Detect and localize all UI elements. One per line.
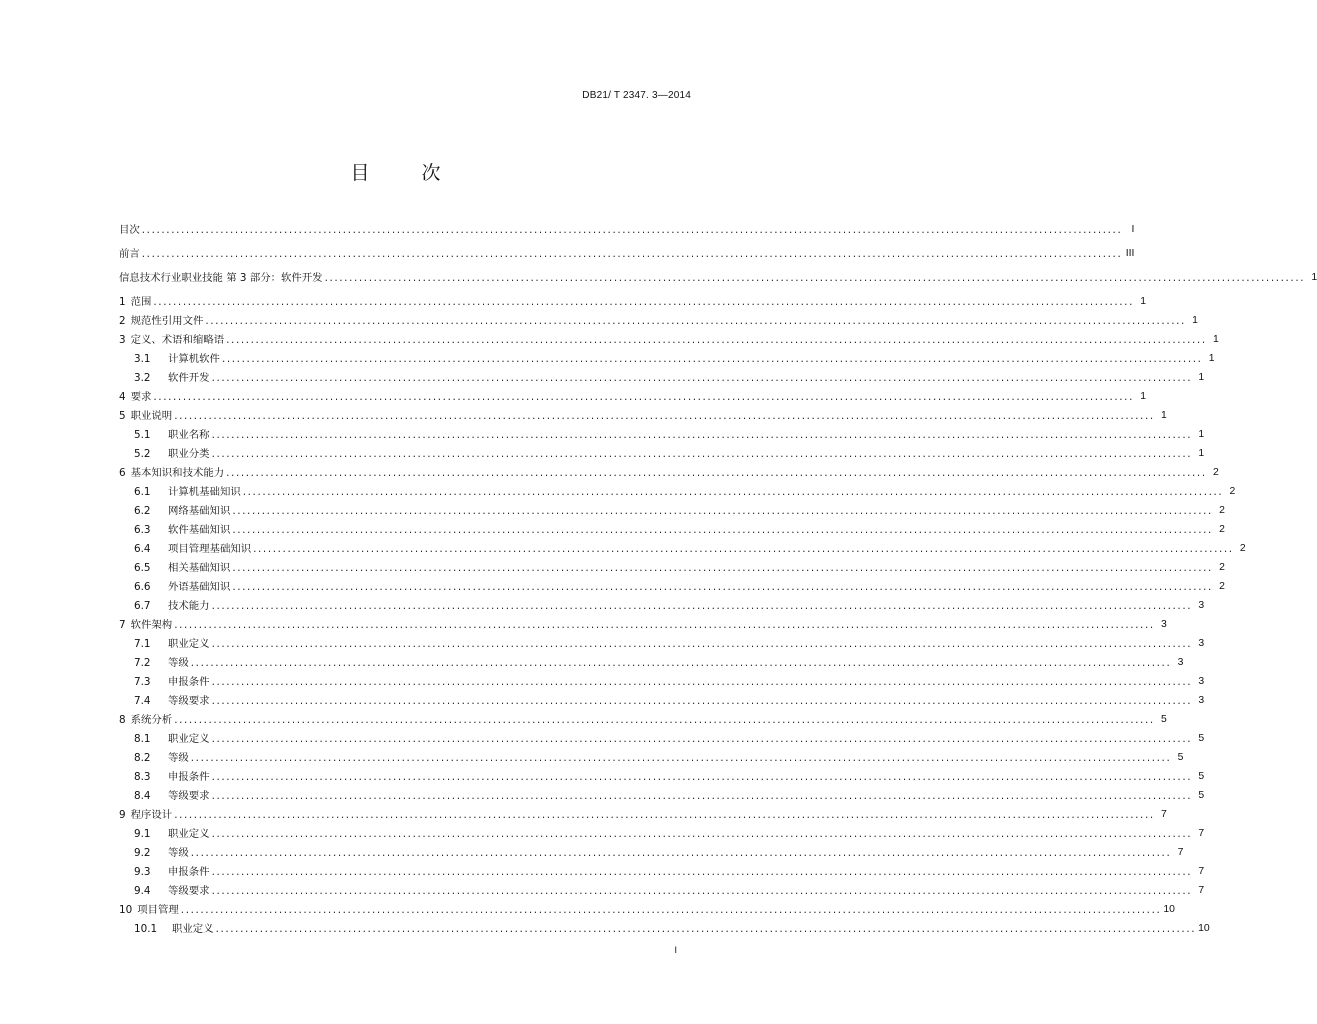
toc-leader-dots: ........................................................................................................................................................................................................ — [211, 790, 1193, 802]
toc-entry-label: 等级要求 — [168, 885, 210, 897]
toc-entry-number: 4 — [119, 391, 126, 403]
toc-entry-label: 申报条件 — [168, 866, 210, 878]
toc-entry-label: 等级要求 — [168, 695, 210, 707]
toc-entry[interactable] — [119, 269, 1317, 285]
toc-entry-page: 2 — [1229, 486, 1236, 497]
toc-entry-number: 8.1 — [134, 733, 151, 745]
toc-entry[interactable] — [134, 825, 1205, 841]
toc-leader-dots: ........................................................................................................................................................................................................ — [226, 467, 1207, 479]
toc-entry-number: 3 — [119, 334, 126, 346]
toc-leader-dots: ........................................................................................................................................................................................................ — [211, 695, 1193, 707]
toc-leader-dots: ........................................................................................................................................................................................................ — [232, 524, 1213, 536]
toc-entry[interactable] — [134, 559, 1225, 575]
toc-entry-label: 职业名称 — [168, 429, 210, 441]
toc-entry[interactable] — [119, 616, 1167, 632]
toc-entry-page: 1 — [1192, 315, 1198, 326]
toc-entry-label: 职业定义 — [172, 923, 214, 935]
toc-entry-label: 项目管理 — [137, 904, 179, 916]
toc-entry-label: 信息技术行业职业技能 第 3 部分：软件开发 — [119, 272, 323, 284]
toc-leader-dots: ........................................................................................................................................................................................................ — [242, 486, 1224, 498]
toc-leader-dots: ........................................................................................................................................................................................................ — [211, 733, 1193, 745]
toc-entry-number: 5.1 — [134, 429, 151, 441]
toc-entry[interactable] — [134, 730, 1205, 746]
toc-leader-dots: ........................................................................................................................................................................................................ — [205, 315, 1186, 327]
toc-entry-number: 3.1 — [134, 353, 151, 365]
toc-leader-dots: ........................................................................................................................................................................................................ — [190, 752, 1172, 764]
toc-entry-label: 职业定义 — [168, 828, 210, 840]
toc-entry[interactable] — [134, 540, 1246, 556]
toc-entry-label: 申报条件 — [168, 771, 210, 783]
toc-entry-page: 1 — [1198, 372, 1205, 383]
toc-entry[interactable] — [119, 293, 1146, 309]
toc-entry[interactable] — [134, 673, 1205, 689]
toc-entry-number: 8.4 — [134, 790, 151, 802]
toc-entry-number: 5.2 — [134, 448, 151, 460]
toc-entry-page: 7 — [1198, 866, 1205, 877]
toc-entry-page: 2 — [1239, 543, 1246, 554]
toc-leader-dots: ........................................................................................................................................................................................................ — [211, 429, 1193, 441]
toc-leader-dots: ........................................................................................................................................................................................................ — [211, 866, 1193, 878]
toc-entry-label: 目次 — [119, 224, 140, 236]
toc-leader-dots: ........................................................................................................................................................................................................ — [190, 847, 1172, 859]
toc-entry-page: 7 — [1160, 809, 1167, 820]
toc-entry-number: 10.1 — [134, 923, 158, 935]
toc-entry-label: 技术能力 — [168, 600, 210, 612]
toc-entry-page: 1 — [1212, 334, 1219, 345]
toc-entry-number: 9.4 — [134, 885, 151, 897]
toc-entry[interactable] — [134, 768, 1205, 784]
toc-entry-number: 6 — [119, 467, 126, 479]
toc-leader-dots: ........................................................................................................................................................................................................ — [232, 562, 1213, 574]
title-char-1: 目 — [350, 162, 370, 184]
toc-entry-label: 职业说明 — [130, 410, 173, 422]
toc-entry-page: I — [1131, 224, 1135, 235]
toc-leader-dots: ........................................................................................................................................................................................................ — [141, 224, 1123, 236]
toc-entry-label: 计算机基础知识 — [168, 486, 241, 498]
toc-entry[interactable] — [119, 221, 1135, 237]
toc-entry-page: 10 — [1163, 904, 1175, 915]
toc-leader-dots: ........................................................................................................................................................................................................ — [174, 809, 1155, 821]
toc-entry-label: 基本知识和技术能力 — [130, 467, 225, 479]
toc-entry-page: 2 — [1212, 467, 1219, 478]
toc-entry-number: 9 — [119, 809, 126, 821]
toc-entry-label: 定义、术语和缩略语 — [130, 334, 225, 346]
toc-entry-page: 5 — [1160, 714, 1167, 725]
toc-entry[interactable] — [119, 312, 1198, 328]
toc-entry-label: 范围 — [130, 296, 152, 308]
standard-code: DB21/ T 2347. 3—2014 — [582, 90, 691, 101]
toc-entry[interactable] — [134, 787, 1205, 803]
toc-entry-number: 7.4 — [134, 695, 151, 707]
toc-entry-label: 软件基础知识 — [168, 524, 231, 536]
toc-entry[interactable] — [134, 445, 1205, 461]
toc-entry-number: 8.3 — [134, 771, 151, 783]
toc-entry-page: 5 — [1198, 733, 1205, 744]
toc-entry-number: 9.3 — [134, 866, 151, 878]
toc-entry-number: 8 — [119, 714, 126, 726]
toc-entry-number: 1 — [119, 296, 126, 308]
page-title — [0, 158, 791, 185]
toc-entry-number: 5 — [119, 410, 126, 422]
toc-entry[interactable] — [134, 654, 1184, 670]
toc-entry-page: 2 — [1219, 581, 1225, 592]
toc-entry-page: 1 — [1208, 353, 1215, 364]
toc-entry-page: III — [1125, 248, 1135, 259]
toc-entry-page: 1 — [1160, 410, 1167, 421]
toc-leader-dots: ........................................................................................................................................................................................................ — [180, 904, 1162, 916]
toc-entry[interactable] — [119, 245, 1135, 261]
toc-entry-number: 6.6 — [134, 581, 151, 593]
toc-entry-label: 等级 — [168, 752, 189, 764]
toc-entry-label: 职业分类 — [168, 448, 210, 460]
toc-entry-page: 2 — [1219, 562, 1225, 573]
toc-entry-number: 8.2 — [134, 752, 151, 764]
toc-leader-dots: ........................................................................................................................................................................................................ — [232, 505, 1213, 517]
toc-leader-dots: ........................................................................................................................................................................................................ — [215, 923, 1197, 935]
toc-entry-number: 3.2 — [134, 372, 151, 384]
toc-leader-dots: ........................................................................................................................................................................................................ — [221, 353, 1203, 365]
toc-leader-dots: ........................................................................................................................................................................................................ — [174, 714, 1155, 726]
toc-entry[interactable] — [119, 806, 1167, 822]
toc-entry-page: 2 — [1219, 505, 1225, 516]
toc-leader-dots: ........................................................................................................................................................................................................ — [211, 638, 1193, 650]
toc-entry-number: 7 — [119, 619, 126, 631]
toc-entry-number: 6.2 — [134, 505, 151, 517]
toc-entry-page: 5 — [1198, 771, 1205, 782]
toc-entry-number: 7.2 — [134, 657, 151, 669]
toc-entry-label: 项目管理基础知识 — [168, 543, 252, 555]
title-char-2: 次 — [421, 162, 441, 184]
toc-entry[interactable] — [134, 692, 1205, 708]
toc-entry-page: 3 — [1198, 695, 1205, 706]
toc-entry-page: 5 — [1177, 752, 1184, 763]
toc-entry-label: 计算机软件 — [168, 353, 220, 365]
toc-leader-dots: ........................................................................................................................................................................................................ — [211, 448, 1193, 460]
toc-leader-dots: ........................................................................................................................................................................................................ — [211, 828, 1193, 840]
toc-entry[interactable] — [134, 578, 1225, 594]
toc-leader-dots: ........................................................................................................................................................................................................ — [211, 676, 1193, 688]
toc-entry[interactable] — [119, 407, 1167, 423]
toc-leader-dots: ........................................................................................................................................................................................................ — [211, 885, 1193, 897]
toc-entry-number: 6.5 — [134, 562, 151, 574]
toc-entry-label: 申报条件 — [168, 676, 210, 688]
toc-entry-page: 7 — [1198, 828, 1205, 839]
toc-leader-dots: ........................................................................................................................................................................................................ — [174, 619, 1155, 631]
toc-entry-label: 等级 — [168, 657, 189, 669]
toc-entry[interactable] — [134, 426, 1205, 442]
toc-entry[interactable] — [134, 920, 1210, 936]
toc-entry-page: 3 — [1198, 638, 1205, 649]
toc-entry[interactable] — [119, 388, 1146, 404]
toc-leader-dots: ........................................................................................................................................................................................................ — [141, 248, 1123, 260]
toc-entry-number: 6.1 — [134, 486, 151, 498]
toc-entry[interactable] — [134, 863, 1205, 879]
toc-entry-label: 软件架构 — [130, 619, 173, 631]
toc-entry-number: 2 — [119, 315, 126, 327]
toc-entry-label: 职业定义 — [168, 733, 210, 745]
toc-entry-number: 7.1 — [134, 638, 151, 650]
toc-entry-page: 1 — [1311, 272, 1317, 283]
toc-leader-dots: ........................................................................................................................................................................................................ — [324, 272, 1306, 284]
toc-leader-dots: ........................................................................................................................................................................................................ — [153, 391, 1134, 403]
toc-entry[interactable] — [119, 901, 1175, 917]
toc-entry-page: 10 — [1198, 923, 1210, 934]
toc-leader-dots: ........................................................................................................................................................................................................ — [153, 296, 1134, 308]
toc-entry-number: 6.4 — [134, 543, 151, 555]
toc-entry-page: 3 — [1198, 600, 1205, 611]
toc-entry[interactable] — [134, 521, 1225, 537]
toc-entry[interactable] — [134, 502, 1225, 518]
toc-entry-number: 10 — [119, 904, 133, 916]
toc-leader-dots: ........................................................................................................................................................................................................ — [226, 334, 1207, 346]
toc-entry-label: 规范性引用文件 — [130, 315, 204, 327]
toc-entry[interactable] — [134, 369, 1205, 385]
toc-entry-number: 9.2 — [134, 847, 151, 859]
toc-entry-label: 等级要求 — [168, 790, 210, 802]
toc-entry-page: 7 — [1177, 847, 1184, 858]
toc-entry-label: 软件开发 — [168, 372, 210, 384]
toc-entry-page: 3 — [1198, 676, 1205, 687]
toc-entry-label: 程序设计 — [130, 809, 173, 821]
toc-leader-dots: ........................................................................................................................................................................................................ — [211, 600, 1193, 612]
toc-entry[interactable] — [134, 844, 1184, 860]
toc-leader-dots: ........................................................................................................................................................................................................ — [232, 581, 1213, 593]
toc-entry-page: 3 — [1177, 657, 1184, 668]
toc-leader-dots: ........................................................................................................................................................................................................ — [190, 657, 1172, 669]
toc-entry-page: 5 — [1198, 790, 1205, 801]
toc-entry-label: 系统分析 — [130, 714, 173, 726]
toc-entry-number: 9.1 — [134, 828, 151, 840]
toc-entry-label: 前言 — [119, 248, 140, 260]
toc-entry-number: 6.7 — [134, 600, 151, 612]
toc-entry[interactable] — [134, 483, 1236, 499]
toc-leader-dots: ........................................................................................................................................................................................................ — [174, 410, 1155, 422]
toc-leader-dots: ........................................................................................................................................................................................................ — [253, 543, 1234, 555]
toc-entry-page: 7 — [1198, 885, 1205, 896]
toc-entry-label: 等级 — [168, 847, 189, 859]
toc-entry-page: 1 — [1140, 296, 1146, 307]
toc-entry[interactable] — [134, 635, 1205, 651]
toc-leader-dots: ........................................................................................................................................................................................................ — [211, 372, 1193, 384]
toc-entry[interactable] — [134, 882, 1205, 898]
toc-leader-dots: ........................................................................................................................................................................................................ — [211, 771, 1193, 783]
toc-entry[interactable] — [134, 749, 1184, 765]
toc-entry-page: 1 — [1140, 391, 1146, 402]
toc-entry-label: 外语基础知识 — [168, 581, 231, 593]
toc-entry[interactable] — [119, 331, 1219, 347]
footer-page-number: I — [674, 945, 677, 955]
toc-entry-page: 1 — [1198, 448, 1205, 459]
toc-entry-page: 1 — [1198, 429, 1205, 440]
toc-entry[interactable] — [134, 597, 1205, 613]
toc-entry-label: 相关基础知识 — [168, 562, 231, 574]
toc-entry-number: 6.3 — [134, 524, 151, 536]
toc-entry[interactable] — [119, 464, 1219, 480]
toc-entry-label: 网络基础知识 — [168, 505, 231, 517]
toc-entry-page: 3 — [1160, 619, 1167, 630]
toc-entry-number: 7.3 — [134, 676, 151, 688]
toc-entry[interactable] — [134, 350, 1215, 366]
toc-entry-page: 2 — [1219, 524, 1225, 535]
toc-entry[interactable] — [119, 711, 1167, 727]
toc-entry-label: 职业定义 — [168, 638, 210, 650]
toc-entry-label: 要求 — [130, 391, 152, 403]
